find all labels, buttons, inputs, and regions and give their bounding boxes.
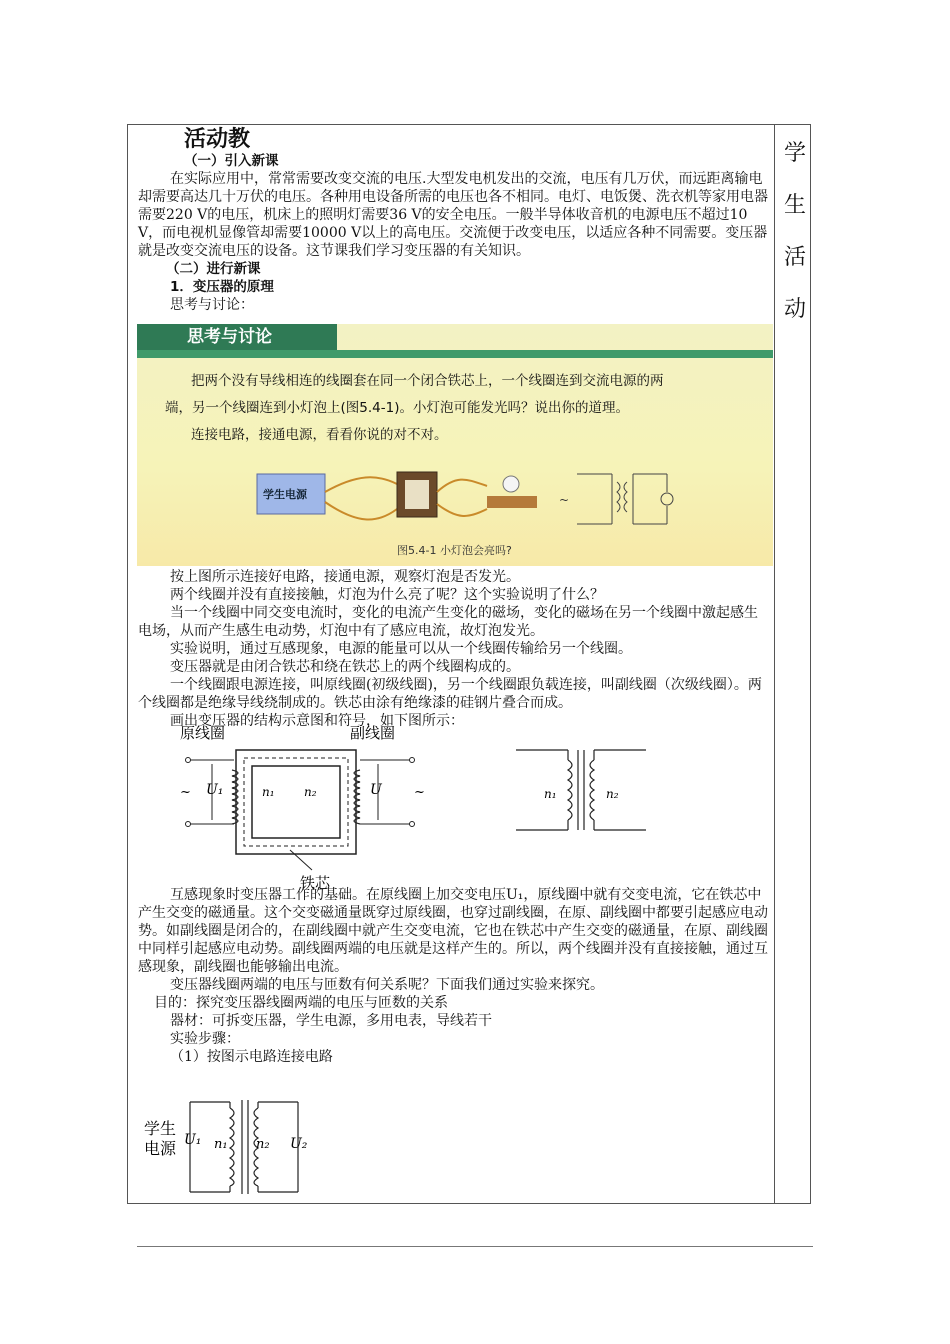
panel-band xyxy=(137,350,773,358)
experiment-circuit-diagram xyxy=(138,1088,328,1200)
footer-rule xyxy=(137,1246,813,1247)
secondary-coil-label: 副线圈 xyxy=(350,724,396,742)
circuit-symbol xyxy=(577,474,673,524)
panel-caption: 图5.4-1 小灯泡会亮吗? xyxy=(397,544,512,557)
experiment-steps-label: 实验步骤： xyxy=(170,1031,240,1047)
bulb-icon xyxy=(503,476,519,492)
page-title: 活动教 xyxy=(184,126,251,152)
turns-n2-label: n₂ xyxy=(256,1137,270,1152)
side-char: 动 xyxy=(783,297,806,322)
paragraph: 一个线圈跟电源连接，叫原线圈(初级线圈)，另一个线圈跟负载连接，叫副线圈（次级线圈）。两个线圈都是绝缘导线绕制成的。铁芯由涂有绝缘漆的硅钢片叠合而成。 xyxy=(138,677,762,711)
side-char: 生 xyxy=(783,193,806,218)
column-divider xyxy=(774,124,775,1204)
turns-n1-label: n₁ xyxy=(262,785,275,799)
panel-heading: 思考与讨论 xyxy=(137,324,337,350)
voltage-u1-label: U₁ xyxy=(206,782,224,798)
core-label: 铁芯 xyxy=(300,874,331,892)
power-source-label: 学生电源 xyxy=(263,488,307,501)
core-inner xyxy=(252,766,340,838)
turns-n2-label: n₂ xyxy=(606,787,619,801)
voltage-u1-label: U₁ xyxy=(184,1132,202,1148)
experiment-step-1: （1）按图示电路连接电路 xyxy=(170,1049,333,1065)
ac-symbol: ~ xyxy=(559,493,570,507)
experiment-equipment: 器材：可拆变压器，学生电源，多用电表，导线若干 xyxy=(170,1013,492,1029)
panel-line: 连接电路，接通电源，看看你说的对不对。 xyxy=(191,427,448,443)
turns-n2-label: n₂ xyxy=(304,785,317,799)
paragraph: 按上图所示连接好电路，接通电源，观察灯泡是否发光。 xyxy=(170,569,520,585)
experiment-purpose: 目的：探究变压器线圈两端的电压与匝数的关系 xyxy=(154,995,448,1011)
paragraph-intro: 在实际应用中，常常需要改变交流的电压.大型发电机发出的交流，电压有几万伏，而远距离输电却需要高达几十万伏的电压。各种用电设备所需的电压也各不相同。电灯、电饭煲、洗衣机等家用电器需要220 V的电压，机床上的照明灯需要36 V的安全电压。一般半导体收音机的电源电压不超过10 V，而电视机显像管却需要10000 V以上的高电压。交流便于改变电压，以适应各种不同需要。变压器就是改变交流电压的设备。这节课我们学习变压器的有关知识。 xyxy=(138,171,768,259)
primary-coil-label: 原线圈 xyxy=(180,724,226,742)
paragraph: 变压器就是由闭合铁芯和绕在铁芯上的两个线圈构成的。 xyxy=(170,659,520,675)
section-heading-intro: （一）引入新课 xyxy=(184,153,279,169)
ac-symbol-left: ~ xyxy=(180,785,191,800)
turns-n1-label: n₁ xyxy=(544,787,557,801)
paragraph: 当一个线圈中同交变电流时，变化的电流产生变化的磁场，变化的磁场在另一个线圈中激起感生电场，从而产生感生电动势，灯泡中有了感应电流，故灯泡发光。 xyxy=(138,605,758,639)
lesson-content-bottom xyxy=(138,886,768,1066)
subsection-heading: 1．变压器的原理 xyxy=(170,279,274,295)
paragraph: 变压器线圈两端的电压与匝数有何关系呢？下面我们通过实验来探究。 xyxy=(170,977,604,993)
think-label: 思考与讨论： xyxy=(170,297,254,313)
transformer-symbol-diagram xyxy=(512,744,652,836)
lesson-content-middle xyxy=(138,568,768,730)
core-dashed xyxy=(244,758,348,846)
paragraph: 两个线圈并没有直接接触，灯泡为什么亮了呢？这个实验说明了什么？ xyxy=(170,587,604,603)
paragraph: 实验说明，通过互感现象，电源的能量可以从一个线圈传输给另一个线圈。 xyxy=(170,641,632,657)
turns-n1-label: n₁ xyxy=(214,1137,228,1152)
voltage-u2-label: U₂ xyxy=(290,1136,308,1152)
transformer-structure-diagram xyxy=(172,720,425,892)
ac-symbol-right: ~ xyxy=(414,785,425,800)
discussion-panel-figure xyxy=(137,324,773,566)
source-label-2: 电源 xyxy=(144,1139,177,1158)
bulb-base xyxy=(487,496,537,508)
panel-line: 端，另一个线圈连到小灯泡上(图5.4-1)。小灯泡可能发光吗？说出你的道理。 xyxy=(165,400,629,416)
side-char: 活 xyxy=(783,245,806,270)
lesson-content-top xyxy=(138,126,768,314)
primary-coil xyxy=(232,770,238,824)
section-heading-new: （二）进行新课 xyxy=(166,261,261,277)
panel-text xyxy=(165,368,765,449)
voltage-u-label: U xyxy=(370,782,382,798)
side-column-label xyxy=(783,128,807,336)
paragraph: 画出变压器的结构示意图和符号，如下图所示： xyxy=(170,713,464,729)
source-label-1: 学生 xyxy=(144,1119,177,1138)
side-char: 学 xyxy=(783,141,806,166)
panel-line: 把两个没有导线相连的线圈套在同一个闭合铁芯上，一个线圈连到交流电源的两 xyxy=(191,373,664,389)
secondary-coil xyxy=(354,770,360,824)
experiment-illustration xyxy=(247,464,767,544)
paragraph: 互感现象时变压器工作的基础。在原线圈上加交变电压U₁，原线圈中就有交变电流，它在铁芯中产生交变的磁通量。这个交变磁通量既穿过原线圈，也穿过副线圈，在原、副线圈中都要引起感应电动势。如副线圈是闭合的，在副线圈中就产生交变电流，它也在铁芯中产生交变的磁通量，在原、副线圈中同样引起感应电动势。副线圈两端的电压就是这样产生的。所以，两个线圈并没有直接接触，通过互感现象，副线圈也能够输出电流。 xyxy=(138,887,768,975)
